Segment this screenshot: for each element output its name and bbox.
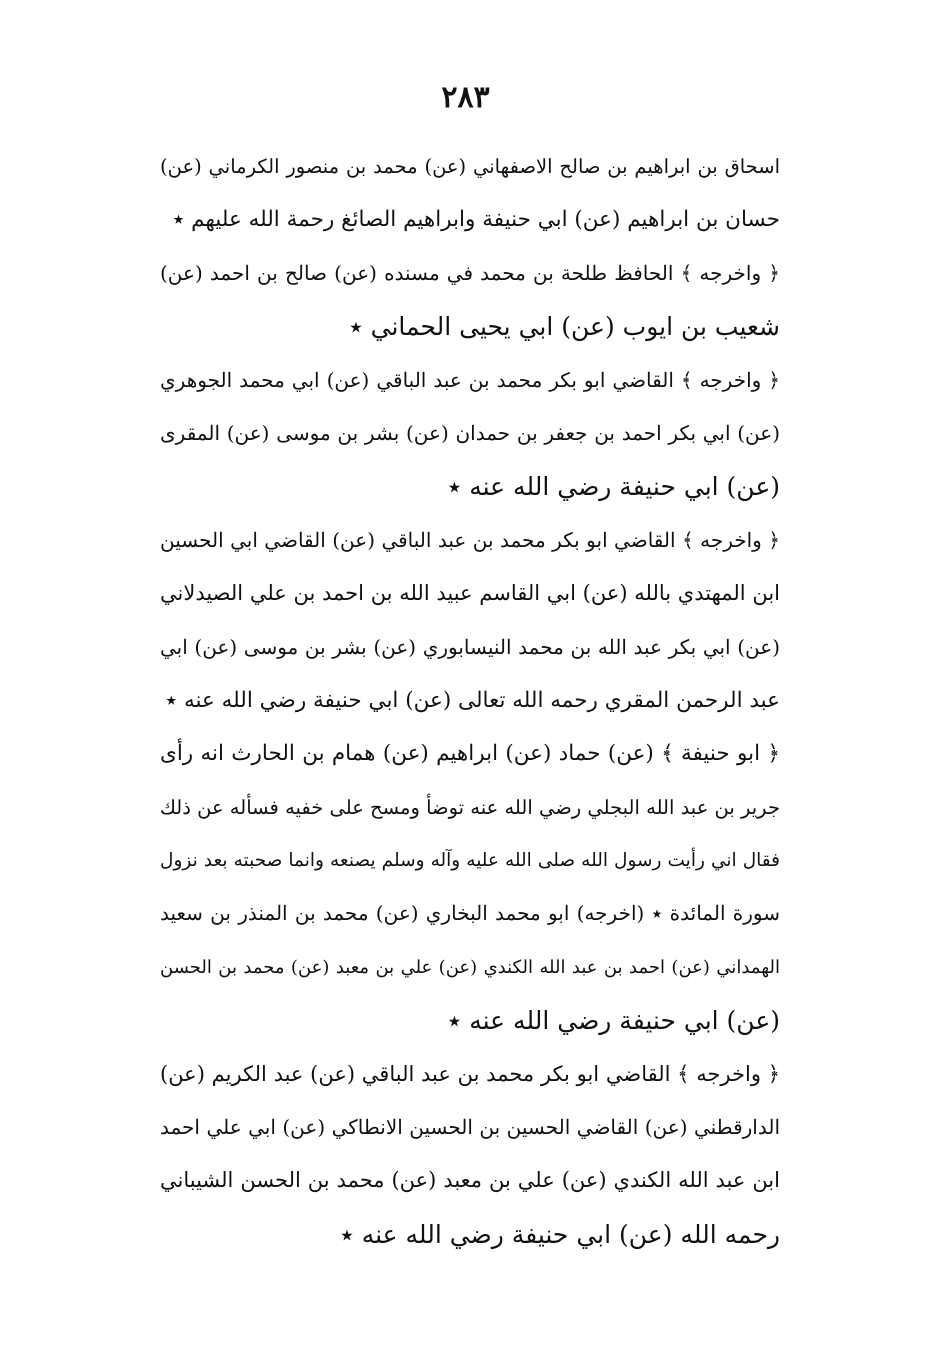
text-line: رحمه الله (عن) ابي حنيفة رضي الله عنه ٭ xyxy=(340,1219,780,1249)
text-line: سورة المائدة ٭ (اخرجه) ابو محمد البخاري (عن) محمد بن المنذر بن سعيد xyxy=(160,901,780,926)
text-line: شعيب بن ايوب (عن) ابي يحيى الحماني ٭ xyxy=(349,312,780,342)
text-line: (عن) ابي حنيفة رضي الله عنه ٭ xyxy=(447,1006,780,1036)
text-line: ﴿ واخرجه ﴾ الحافظ طلحة بن محمد في مسنده (عن) صالح بن احمد (عن) xyxy=(160,260,780,285)
text-line: ﴿ واخرجه ﴾ القاضي ابو بكر محمد بن عبد الباقي (عن) القاضي ابي الحسين xyxy=(160,527,780,552)
text-line: ﴿ ابو حنيفة ﴾ (عن) حماد (عن) ابراهيم (عن) همام بن الحارث انه رأى xyxy=(160,741,780,767)
text-line: حسان بن ابراهيم (عن) ابي حنيفة وابراهيم الصائغ رحمة الله عليهم ٭ xyxy=(172,207,780,233)
text-line: فقال اني رأيت رسول الله صلى الله عليه وآله وسلم يصنعه وانما صحبته بعد نزول xyxy=(160,850,780,872)
text-line: ابن عبد الله الكندي (عن) علي بن معبد (عن) محمد بن الحسن الشيباني xyxy=(160,1168,780,1193)
text-line: الهمداني (عن) احمد بن عبد الله الكندي (عن) علي بن معبد (عن) محمد بن الحسن xyxy=(160,956,780,978)
text-line: ﴿ واخرجه ﴾ القاضي ابو بكر محمد بن عبد الباقي (عن) عبد الكريم (عن) xyxy=(160,1061,780,1086)
text-line: ﴿ واخرجه ﴾ القاضي ابو بكر محمد بن عبد الباقي (عن) ابي محمد الجوهري xyxy=(160,367,780,392)
text-block xyxy=(160,140,780,1261)
text-line: (عن) ابي بكر احمد بن جعفر بن حمدان (عن) بشر بن موسى (عن) المقرى xyxy=(160,420,780,445)
text-line: جرير بن عبد الله البجلي رضي الله عنه توضأ ومسح على خفيه فسأله عن ذلك xyxy=(160,795,780,819)
text-line: الدارقطني (عن) القاضي الحسين بن الحسين الانطاكي (عن) ابي علي احمد xyxy=(160,1115,780,1140)
text-line: (عن) ابي حنيفة رضي الله عنه ٭ xyxy=(447,472,780,502)
page-number: ٢٨٣ xyxy=(441,80,490,115)
text-line: عبد الرحمن المقري رحمه الله تعالى (عن) ابي حنيفة رضي الله عنه ٭ xyxy=(165,687,780,713)
text-line: اسحاق بن ابراهيم بن صالح الاصفهاني (عن) محمد بن منصور الكرماني (عن) xyxy=(160,155,780,178)
text-line: ابن المهتدي بالله (عن) ابي القاسم عبيد الله بن احمد بن علي الصيدلاني xyxy=(160,581,780,606)
text-line: (عن) ابي بكر عبد الله بن محمد النيسابوري (عن) بشر بن موسى (عن) ابي xyxy=(160,634,780,659)
